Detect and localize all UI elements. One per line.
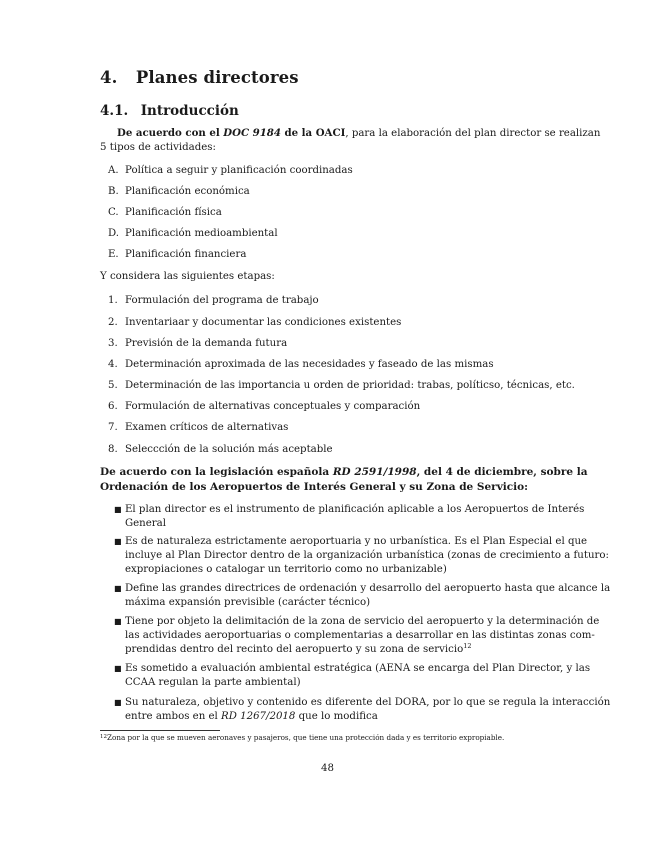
bullet-item: Tiene por objeto la delimitación de la zona de servicio del aeropuerto y la determinación de las actividades aeroportuarias o complementarias a desarrollar en las distintas zonas com- prendidas dentro del recinto del aeropuerto y su zona de servicio$^{12}$ [125,616,600,655]
list-item: C. Planificación física [108,207,222,218]
footnote-ref: 12 [463,642,472,650]
bullet-item: Es sometido a evaluación ambiental estratégica (AENA se encarga del Plan Director, y las CCAA regulan la parte ambiental) [125,663,591,688]
list-item: 1. Formulación del programa de trabajo [108,295,319,306]
legislation-heading: De acuerdo con la legislación española RD 2591/1998, del 4 de diciembre, sobre la Ordenación de los Aeropuertos de Interés General y su Zona de Servicio: [100,466,588,493]
footnote: $^{12}$Zona por la que se mueven aeronaves y pasajeros, que tiene una protección dada y es territorio expropiable. [100,733,505,742]
stages-intro: Y considera las siguientes etapas: [100,271,275,282]
section-title-text: Planes directores [135,68,299,87]
rd-reference: RD 2591/1998 [332,466,417,478]
bullet-icon: ■ [114,537,122,546]
section-title [100,68,299,87]
rd-reference: RD 1267/2018 [221,711,296,722]
list-item: 2. Inventariaar y documentar las condiciones existentes [108,317,402,328]
footnote-divider [100,730,220,731]
footnote-number: 12 [100,734,107,740]
intro-line-1: De acuerdo con el DOC 9184 de la OACI, para la elaboración del plan director se realizan [117,127,601,139]
bullet-item: El plan director es el instrumento de planificación aplicable a los Aeropuertos de Interés General [125,504,585,529]
subsection-title [100,103,239,119]
list-item: 4. Determinación aproximada de las necesidades y faseado de las mismas [108,359,494,370]
oaci-reference: OACI [315,127,346,139]
list-item: B. Planificación económica [108,186,250,197]
list-item: 5. Determinación de las importancia u orden de prioridad: trabas, políticso, técnicas, etc. [108,380,575,391]
list-item: 6. Formulación de alternativas conceptuales y comparación [108,401,421,412]
doc-reference: DOC 9184 [223,127,281,139]
bullet-icon: ■ [114,698,122,707]
subsection-number: 4.1. [100,103,129,119]
section-number: 4. [100,68,118,87]
list-item: 8. Seleccción de la solución más aceptable [108,444,333,455]
bullet-item: Su naturaleza, objetivo y contenido es diferente del DORA, por lo que se regula la interacción entre ambos en el RD 1267/2018 que lo modifica [125,697,611,722]
page-number: 48 [321,763,334,774]
intro-paragraph [100,126,601,155]
bullet-item: Es de naturaleza estrictamente aeroportuaria y no urbanística. Es el Plan Especial el que incluye al Plan Director dentro de la organización urbanística (zonas de crecimiento a futuro: expropiaciones o catalogar un territorio como no urbanizable) [125,536,609,575]
list-item: E. Planificación financiera [108,249,247,260]
list-item: 3. Previsión de la demanda futura [108,338,288,349]
bullet-icon: ■ [114,664,122,673]
list-item: A. Política a seguir y planificación coordinadas [108,165,353,176]
bullet-item: Define las grandes directrices de ordenación y desarrollo del aeropuerto hasta que alcance la máxima expansión previsible (carácter técnico) [125,583,611,608]
list-item: D. Planificación medioambiental [108,228,278,239]
list-item: 7. Examen críticos de alternativas [108,422,289,433]
subsection-title-text: Introducción [140,103,239,119]
bullet-icon: ■ [114,584,122,593]
bullet-icon: ■ [114,617,122,626]
bullet-icon: ■ [114,505,122,514]
intro-line-2: 5 tipos de actividades: [100,142,216,153]
